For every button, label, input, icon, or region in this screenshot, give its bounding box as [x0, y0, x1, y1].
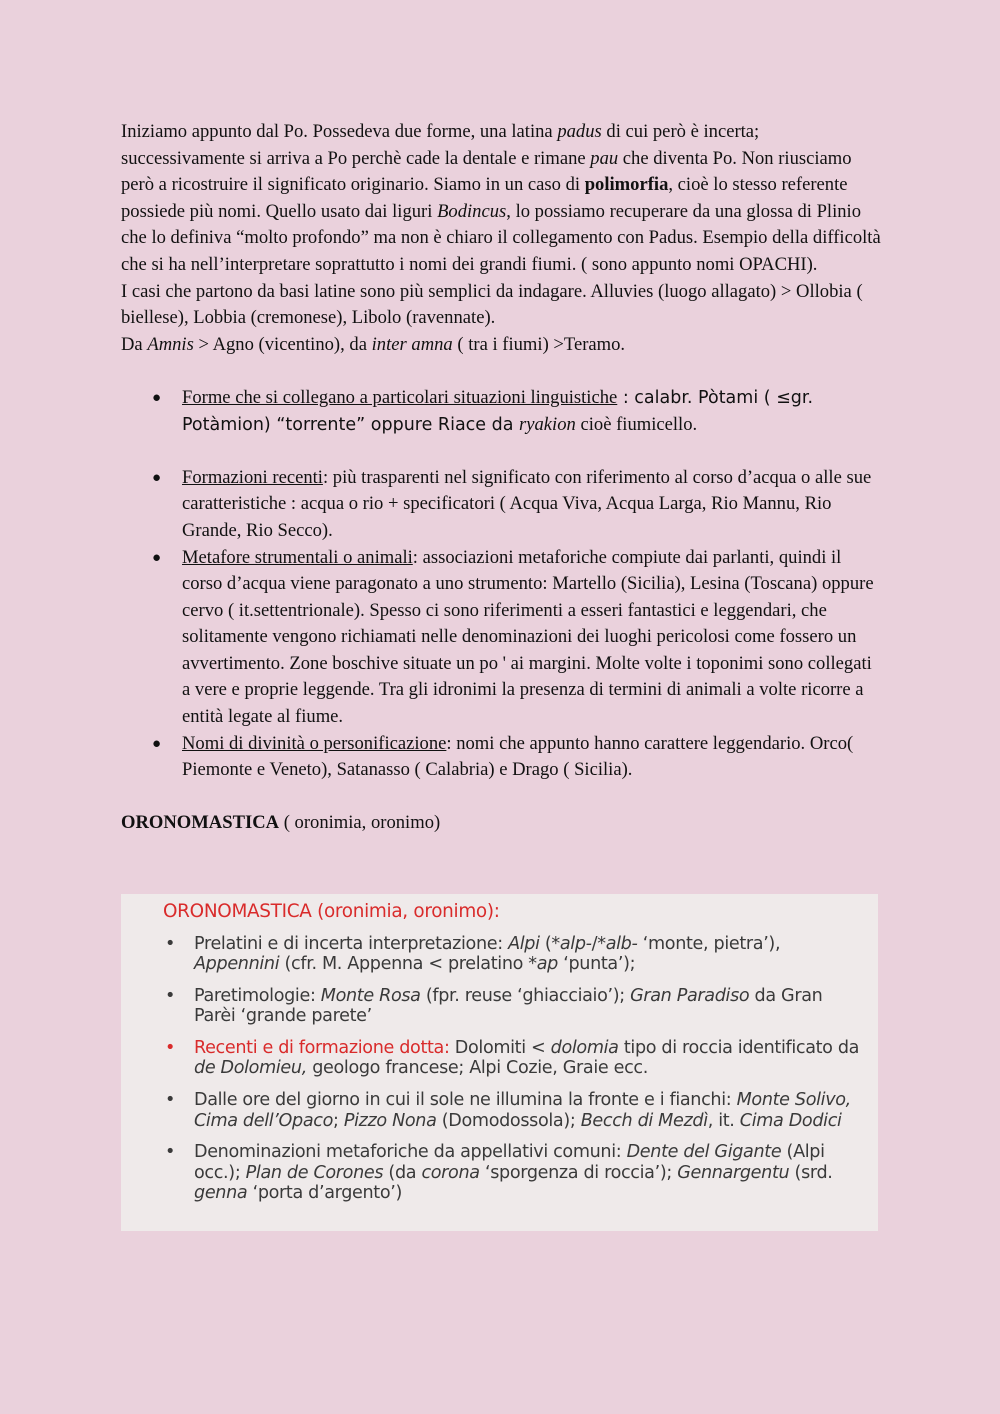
list-item — [121, 465, 881, 545]
section-subtitle: ( oronimia, oronimo) — [279, 812, 441, 834]
text-run: ‘sporgenza di roccia’); — [479, 1162, 678, 1183]
bullet-icon: • — [165, 986, 176, 1007]
italic-term: Pizzo Nona — [343, 1110, 437, 1131]
bullet-icon: • — [165, 934, 176, 954]
bullet-icon: • — [165, 1090, 176, 1111]
text-run: che diventa Po. Non riusciamo però a ricostruire il significato originario. Siamo in un caso di — [121, 147, 852, 196]
slide-list-item — [121, 934, 878, 975]
italic-term: dolomia — [550, 1038, 619, 1059]
text-run: tipo di roccia identificato da — [618, 1038, 860, 1059]
text-run: (srd. — [789, 1162, 833, 1183]
text-run: (Domodossola); — [436, 1110, 581, 1131]
paragraph-amnis — [121, 332, 881, 359]
text-run: ‘porta d’argento’) — [247, 1182, 403, 1203]
text-run: ‘punta’); — [557, 954, 636, 975]
italic-term: Gran Paradiso — [630, 986, 750, 1007]
text-run: (cfr. M. Appenna < prelatino * — [279, 954, 537, 975]
slide-title: ORONOMASTICA (oronimia, oronimo): — [163, 901, 500, 922]
list-item — [121, 731, 881, 784]
italic-term: padus — [557, 121, 602, 142]
text-run: (fpr. reuse ‘ghiacciaio’); — [420, 986, 631, 1007]
text-run: ( tra i fiumi) >Teramo. — [452, 333, 626, 355]
italic-term: Gennargentu — [677, 1162, 790, 1183]
text-run: Denominazioni metaforiche da appellativi comuni: — [194, 1142, 627, 1163]
italic-term: corona — [421, 1162, 480, 1183]
text-run: Da — [121, 333, 148, 355]
italic-term: Plan de Corones — [245, 1162, 384, 1183]
slide-list-item — [121, 1038, 878, 1079]
slide-list-item — [121, 1090, 878, 1131]
text-run: da Gran Parèi ‘grande parete’ — [194, 986, 823, 1027]
text-run: , lo possiamo recuperare da una glossa di Plinio che lo definiva “molto profondo” ma non è chiaro il collegamento con Padus. Esempio della difficoltà che si ha nell’interpretare soprattutto i nomi dei grandi fiumi. ( sono appunto nomi OPACHI). — [121, 200, 881, 275]
italic-term: genna — [194, 1182, 248, 1203]
bullet-icon: ● — [152, 469, 162, 486]
text-run: Paretimologie: — [194, 986, 321, 1007]
italic-term: alb- — [605, 934, 638, 954]
underlined-heading: Nomi di divinità o personificazione — [182, 732, 447, 754]
text-run: : calabr. Pòtami ( ≤gr. Potàmion) “torrente” oppure Riace da — [182, 387, 814, 435]
text-run: Iniziamo appunto dal Po. Possedeva due forme, una latina — [121, 121, 558, 142]
underlined-heading: Forme che si collegano a particolari situazioni linguistiche — [182, 386, 618, 408]
bullet-list — [121, 465, 881, 784]
text-run: geologo francese; Alpi Cozie, Graie ecc. — [306, 1058, 648, 1079]
text-run: ‘monte, pietra’), — [637, 934, 781, 954]
spacer — [121, 358, 881, 385]
slide-image — [121, 894, 878, 1231]
bullet-icon: ● — [152, 549, 162, 566]
underlined-heading: Formazioni recenti — [182, 466, 323, 488]
document-body — [121, 119, 881, 837]
italic-term: Monte Solivo, Cima dell’Opaco — [194, 1090, 851, 1131]
italic-term: Amnis — [147, 333, 194, 355]
italic-term: ap — [536, 954, 558, 975]
paragraph-latin-bases: I casi che partono da basi latine sono più semplici da indagare. Alluvies (luogo allagato) > Ollobia ( biellese), Lobbia (cremonese), Libolo (ravennate). — [121, 280, 863, 329]
paragraph-po — [121, 119, 881, 279]
text-run: /* — [591, 934, 606, 954]
underlined-heading: Metafore strumentali o animali — [182, 546, 413, 568]
italic-term: Cima Dodici — [739, 1110, 842, 1131]
text-run: : più trasparenti nel significato con riferimento al corso d’acqua o alle sue caratteristiche : acqua o rio + specificatori ( Acqua Viva, Acqua Larga, Rio Mannu, Rio Grande, Rio Secco). — [182, 466, 872, 541]
bullet-icon: • — [165, 1142, 176, 1163]
italic-term: inter amna — [371, 333, 453, 355]
slide-list-item — [121, 1142, 878, 1203]
text-run: (da — [383, 1162, 422, 1183]
spacer — [121, 784, 881, 811]
italic-term: Alpi — [508, 934, 540, 954]
italic-term: pau — [590, 147, 619, 169]
highlighted-text: Recenti e di formazione dotta: — [194, 1038, 450, 1059]
text-run: Prelatini e di incerta interpretazione: — [194, 934, 509, 954]
text-run: : nomi che appunto hanno carattere leggendario. Orco( Piemonte e Veneto), Satanasso ( Calabria) e Drago ( Sicilia). — [182, 732, 854, 781]
bullet-icon: • — [165, 1038, 176, 1059]
text-run: , cioè lo stesso referente possiede più nomi. Quello usato dai liguri — [121, 174, 848, 222]
italic-term: Appennini — [194, 954, 280, 975]
slide-list-item — [121, 986, 878, 1027]
italic-term: Bodincus — [437, 200, 507, 222]
text-run: (Alpi occ.); — [194, 1142, 825, 1183]
italic-term: ryakion — [519, 413, 576, 435]
section-title: ORONOMASTICA — [121, 812, 280, 834]
bullet-list — [121, 385, 881, 438]
text-run: (* — [539, 934, 560, 954]
text-run: ; — [333, 1110, 344, 1131]
text-run: Dalle ore del giorno in cui il sole ne illumina la fronte e i fianchi: — [194, 1090, 737, 1111]
section-heading — [121, 810, 881, 837]
bullet-icon: ● — [152, 389, 162, 406]
text-run: di cui però è incerta; successivamente si arriva a Po perchè cade la dentale e rimane — [121, 121, 760, 169]
slide-bullet-list — [121, 934, 878, 1215]
italic-term: Becch di Mezdì — [580, 1110, 708, 1131]
list-item — [121, 545, 881, 731]
text-run: : associazioni metaforiche compiute dai parlanti, quindi il corso d’acqua viene paragonato a uno strumento: Martello (Sicilia), Lesina (Toscana) oppure cervo ( it.settentrionale). Spesso ci sono riferimenti a esseri fantastici e leggendari, che solitamente vengono richiamati nelle denominazioni dei luoghi pericolosi come fossero un avvertimento. Zone boschive situate un po ' ai margini. Molte volte i toponimi sono collegati a vere e proprie leggende. Tra gli idronimi la presenza di termini di animali a volte ricorre a entità legate al fiume. — [182, 546, 874, 728]
italic-term: de Dolomieu, — [194, 1058, 307, 1079]
text-run: cioè fiumicello. — [575, 413, 698, 435]
text-run: > Agno (vicentino), da — [193, 333, 372, 355]
italic-term: Monte Rosa — [320, 986, 421, 1007]
bold-term: polimorfia — [584, 174, 669, 196]
list-item — [121, 385, 881, 438]
text-run: , it. — [707, 1110, 740, 1131]
italic-term: Dente del Gigante — [626, 1142, 782, 1163]
bullet-icon: ● — [152, 735, 162, 752]
spacer — [121, 438, 881, 465]
text-run: Dolomiti < — [449, 1038, 551, 1059]
italic-term: alp- — [559, 934, 592, 954]
